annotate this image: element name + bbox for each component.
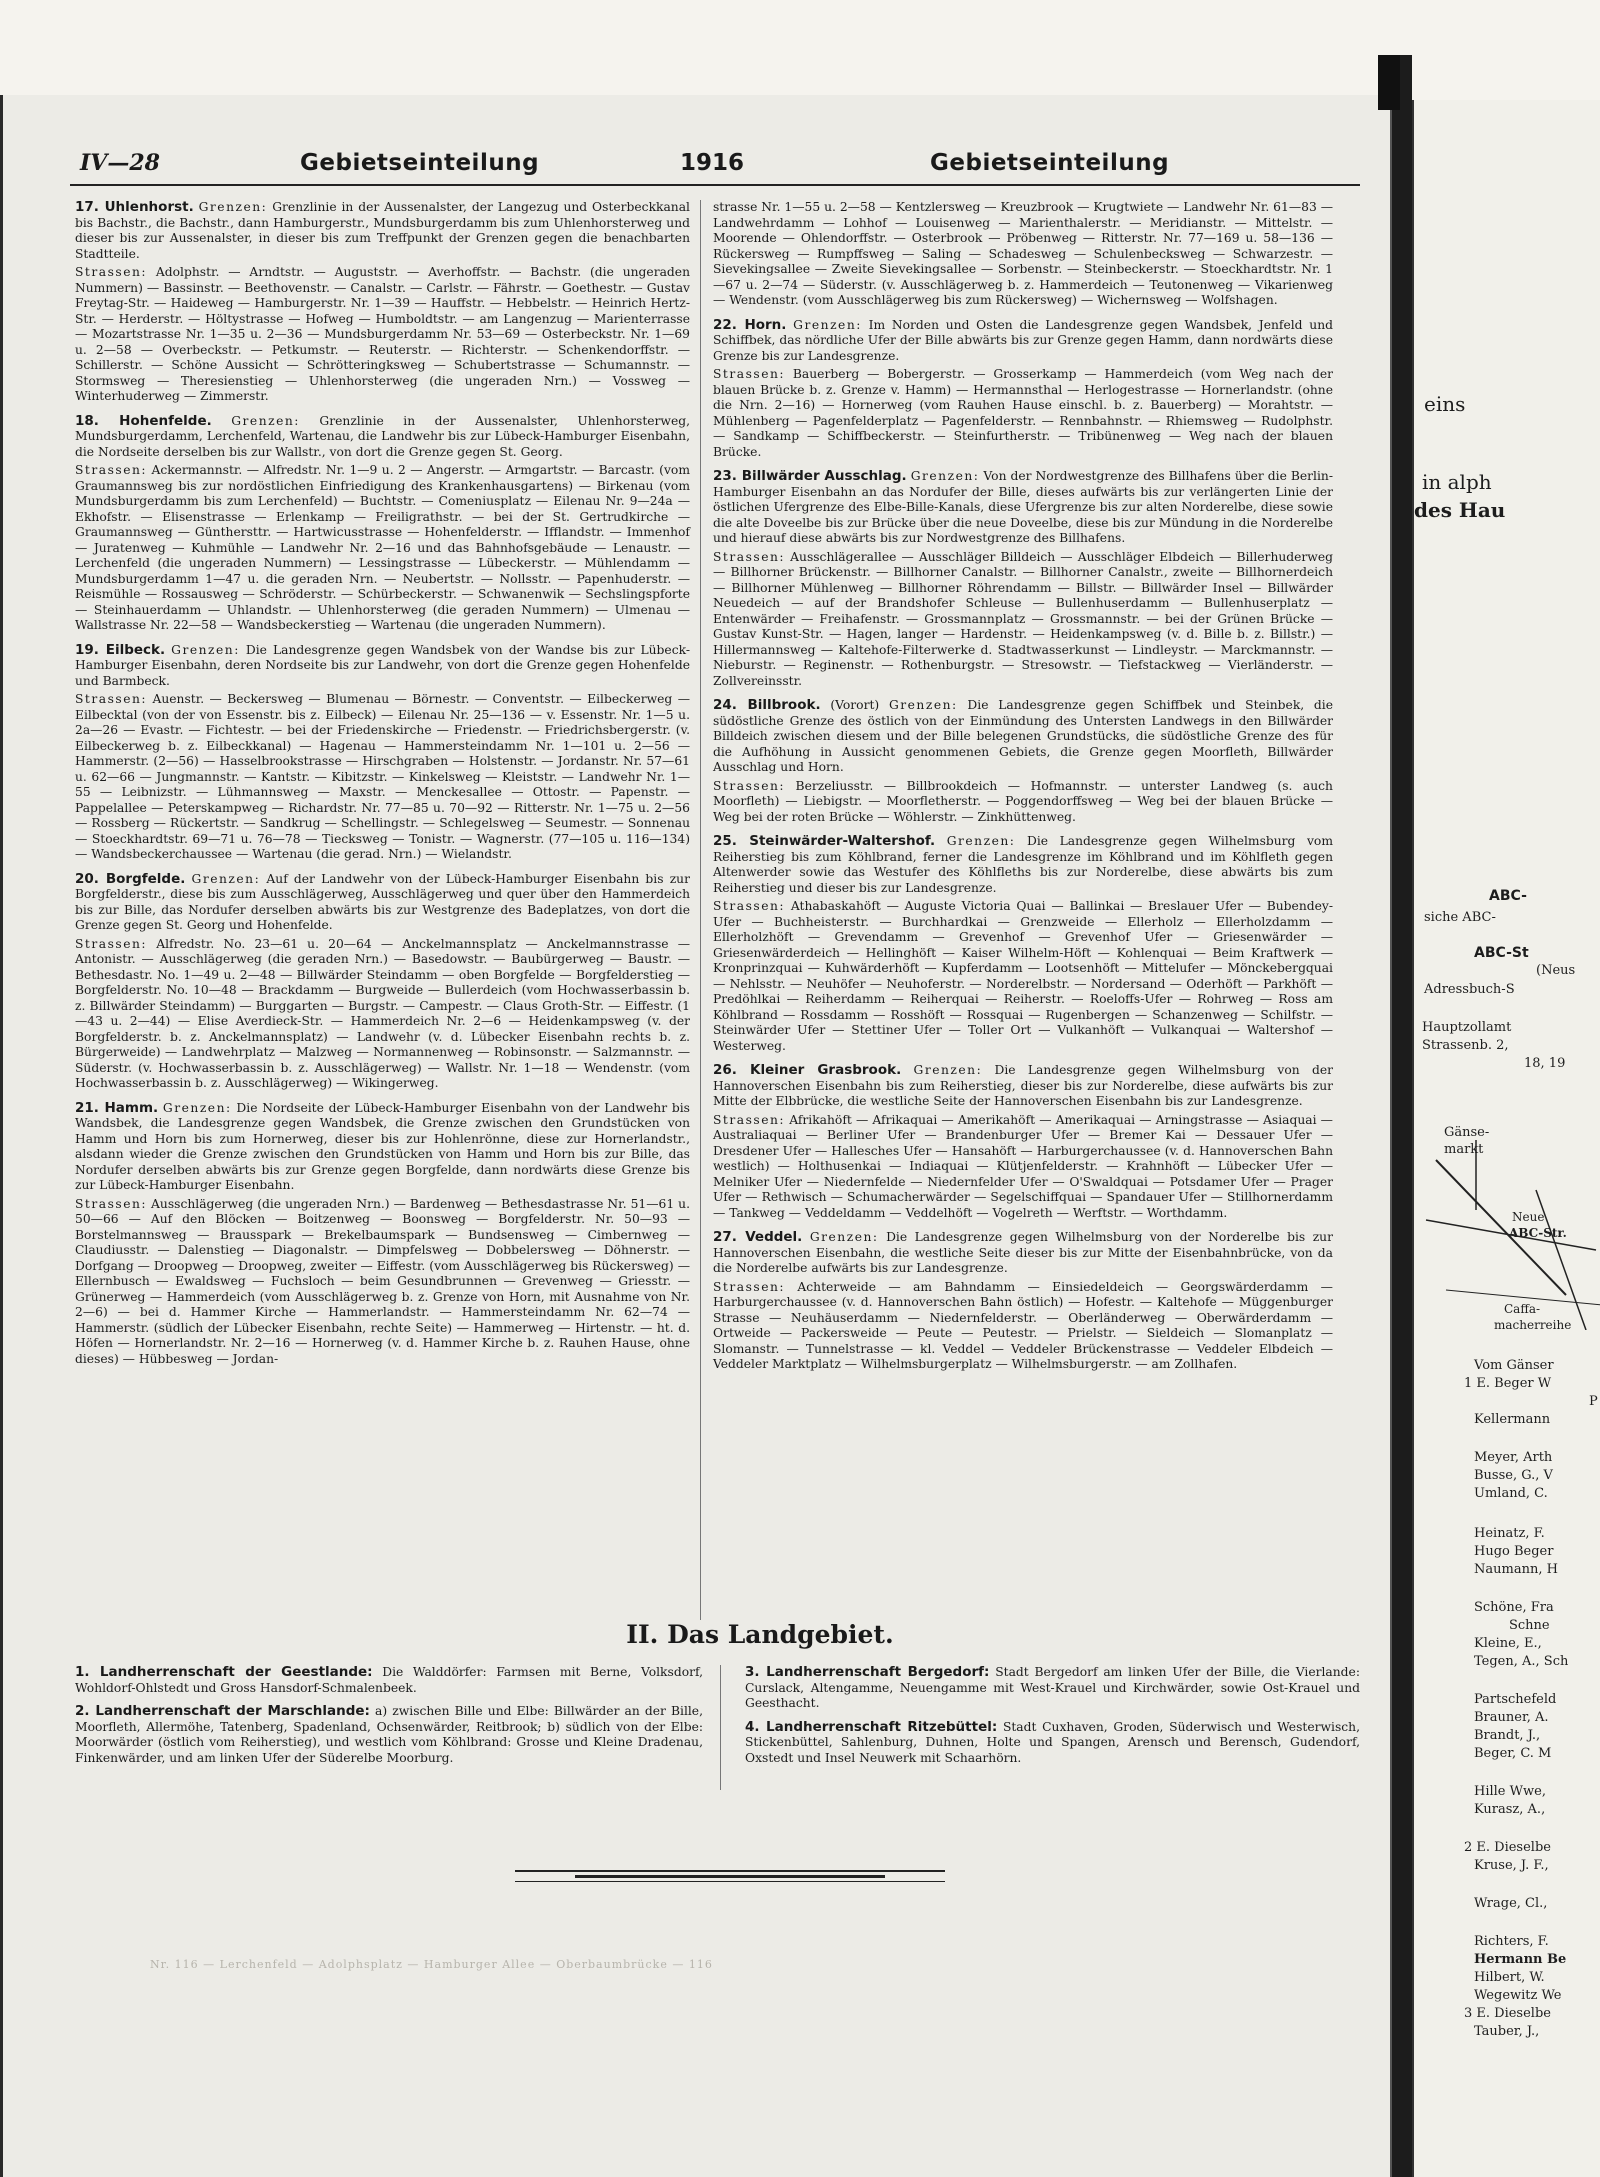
district-title: 18. Hohenfelde. bbox=[75, 412, 212, 429]
district-section bbox=[75, 414, 690, 634]
district-title: 22. Horn. bbox=[713, 316, 787, 333]
fragment-text: Wrage, Cl., bbox=[1474, 1896, 1548, 1911]
district-streets-paragraph bbox=[713, 899, 1333, 1054]
district-boundary-paragraph bbox=[75, 200, 690, 262]
district-boundary-paragraph bbox=[713, 318, 1333, 365]
district-section bbox=[75, 200, 690, 405]
grenzen-label: Grenzen: bbox=[888, 698, 958, 712]
district-boundary-paragraph bbox=[713, 469, 1333, 547]
district-boundary-paragraph bbox=[713, 698, 1333, 776]
map-label: Neue bbox=[1512, 1210, 1545, 1224]
strassen-text: Achterweide — am Bahndamm — Einsiedeldeich — Georgswärderdamm — Harburgerchaussee (v. d. Hannoverschen Bahn östlich) — Hofestr. — Kaltehofe — Müggenburger Strasse — Neuhäuserdamm — Niedernfelderstr. — Oberländerweg — Oberwärderdamm — Ortweide — Packersweide — Peute — Peutestr. — Prielstr. — Sieldeich — Slomanplatz — Slomanstr. — Tunnelstrasse — kl. Veddel — Veddeler Brückenstrasse — Veddeler Elbdeich — Veddeler Marktplatz — Wilhelmsburgerplatz — Wilhelmsburgerstr. — am Zollhafen. bbox=[713, 1279, 1333, 1371]
right-page-fragment bbox=[1412, 100, 1600, 2177]
fragment-text: 3 E. Dieselbe bbox=[1464, 2006, 1551, 2021]
district-title: 20. Borgfelde. bbox=[75, 870, 186, 887]
district-title: 24. Billbrook. bbox=[713, 697, 821, 713]
fragment-text: Hermann Be bbox=[1474, 1952, 1567, 1967]
district-section bbox=[75, 872, 690, 1092]
running-head-left-title: Gebietseinteilung bbox=[300, 150, 540, 176]
strassen-text: Auenstr. — Beckersweg — Blumenau — Börnestr. — Conventstr. — Eilbeckerweg — Eilbecktal (von der von Essenstr. bis z. Eilbeck) — Eilenau Nr. 25—136 — v. Essenstr. Nr. 1—5 u. 2a—26 — Evastr. — Fichtestr. — bei der Friedenskirche — Friedenstr. — Friedrichsbergerstr. (v. Eilbeckerweg b. z. Eilbeckkanal) — Hagenau — Hammersteindamm Nr. 1—101 u. 2—56 — Hammerstr. (2—56) — Hasselbrookstrasse — Hirschgraben — Holstenstr. — Jordanstr. Nr. 57—61 u. 62—66 — Jungmannstr. — Kantstr. — Kibitzstr. — Kinkelsweg — Kleiststr. — Landwehr Nr. 1—55 — Leibnizstr. — Lühmannsweg — Maxstr. — Menckesallee — Ottostr. — Papenstr. — Pappelallee — Peterskampweg — Richardstr. Nr. 77—85 u. 70—92 — Ritterstr. Nr. 1—75 u. 2—56 — Rossberg — Rückertstr. — Sandkrug — Schellingstr. — Schlegelsweg — Seumestr. — Sonnenau — Stoeckhardtstr. 69—71 u. 76—78 — Tiecksweg — Tonistr. — Wagnerstr. (77—105 u. 116—134) — Wandsbeckerchaussee — Wartenau (die gerad. Nrn.) — Wielandstr. bbox=[75, 692, 690, 861]
district-boundary-paragraph bbox=[713, 1230, 1333, 1277]
grenzen-text: Von der Nordwestgrenze des Billhafens über die Berlin-Hamburger Eisenbahn an das Nordufer der Bille, dieses aufwärts bis zur verlängerten Linie der östlichen Ufergrenze des Elbe-Bille-Kanals, diese Ufergrenze bis zur alten Norderelbe, diese sowie die alte Doveelbe bis zur Brücke über die neue Doveelbe, diese bis zur Mündung in die Norderelbe und hierauf diese abwärts bis zur Nordwestgrenze des Billhafens. bbox=[713, 469, 1333, 545]
district-streets-paragraph bbox=[713, 1280, 1333, 1373]
district-title: 19. Eilbeck. bbox=[75, 641, 166, 658]
fragment-text: Hille Wwe, bbox=[1474, 1784, 1546, 1799]
fragment-text: Wegewitz We bbox=[1474, 1988, 1562, 2003]
landherrenschaft-title: 4. Landherrenschaft Ritzebüttel: bbox=[745, 1718, 998, 1735]
district-section bbox=[713, 318, 1333, 461]
ornament-line bbox=[515, 1870, 945, 1872]
fragment-text: Brandt, J., bbox=[1474, 1728, 1541, 1743]
landherrenschaft-entry bbox=[75, 1665, 703, 1696]
running-head bbox=[70, 150, 1360, 186]
district-streets-paragraph bbox=[713, 779, 1333, 826]
grenzen-text: Die Landesgrenze gegen Wilhelmsburg von der Hannoverschen Eisenbahn bis zum Reiherstieg, dieser bis zur Norderelbe, diese aufwärts bis zur Mitte der Elbbrücke, die westliche Seite der Hannoverschen Eisenbahn bis zur Landesgrenze. bbox=[713, 1063, 1333, 1108]
landherrenschaft-title: 2. Landherrenschaft der Marschlande: bbox=[75, 1703, 370, 1719]
strassen-text: Afrikahöft — Afrikaquai — Amerikahöft — Amerikaquai — Arningstrasse — Asiaquai — Australiaquai — Berliner Ufer — Brandenburger Ufer — Bremer Kai — Dessauer Ufer — Dresdener Ufer — Hallesches Ufer — Hansahöft — Harburgerchaussee (v. d. Hannoverschen Bahn westlich) — Holthusenkai — Indiaquai — Klütjenfelderstr. — Krahnhöft — Lübecker Ufer — Melniker Ufer — Niedernfelde — Niedernfelder Ufer — O'Swaldquai — Potsdamer Ufer — Prager Ufer — Rethwisch — Schumacherwärder — Segelschiffquai — Spandauer Ufer — Stillhornerdamm — Tankweg — Veddeldamm — Veddelhöft — Vogelreth — Werftstr. — Worthdamm. bbox=[713, 1112, 1333, 1220]
district-section bbox=[75, 1101, 690, 1368]
district-section bbox=[713, 698, 1333, 825]
running-head-right-title: Gebietseinteilung bbox=[930, 150, 1170, 176]
strassen-text: Ausschlägerallee — Ausschläger Billdeich — Ausschläger Elbdeich — Billerhuderweg — Billhorner Brückenstr. — Billhorner Canalstr. — Billhorner Canalstr., zweite — Billhornerdeich — Billhorner Mühlenweg — Billhorner Röhrendamm — Billstr. — Billwärder Insel — Billwärder Neuedeich — auf der Brandshofer Schleuse — Bullenhuserdamm — Bullenhuserplatz — Entenwärder — Freihafenstr. — Grossmannplatz — Grossmannstr. — bei der Grünen Brücke — Gustav Kunst-Str. — Hagen, langer — Hardenstr. — Heidenkampsweg (v. d. Bille b. z. Billstr.) — Hillermannsweg — Kaltehofe-Filterwerke d. Stadtwasserkunst — Lindleystr. — Marckmannstr. — Nieburstr. — Reginenstr. — Rothenburgstr. — Stresowstr. — Tiefstackweg — Vierländerstr. — Zollvereinsstr. bbox=[713, 549, 1333, 688]
district-title: 26. Kleiner Grasbrook. bbox=[713, 1062, 902, 1078]
district-streets-paragraph bbox=[713, 367, 1333, 460]
fragment-text: Kellermann bbox=[1474, 1412, 1551, 1427]
grenzen-text: Die Landesgrenze gegen Schiffbek und Steinbek, die südöstliche Grenze des östlich von der Einmündung des Untersten Landwegs in den Billwärder Billdeich zwischen diesem und der Bille belegenen Grundstücks, die südöstliche Grenze des für die Aufhöhung in Aussicht genommenen Gebiets, die Grenze gegen Moorfleth, Billwärder Ausschlag und Horn. bbox=[713, 698, 1333, 774]
grenzen-text: Auf der Landwehr von der Lübeck-Hamburger Eisenbahn bis zur Borgfelderstr., diese bis zum Ausschlägerweg, Ausschlägerweg und quer über den Hammerdeich bis zur Bille, das Nordufer derselben abwärts bis zur Westgrenze des Badeplatzes, von dort die Grenze gegen St. Georg und Hohenfelde. bbox=[75, 871, 690, 932]
fragment-text: (Neus bbox=[1536, 963, 1576, 978]
landherrenschaft-title: 1. Landherrenschaft der Geestlande: bbox=[75, 1664, 373, 1680]
grenzen-text: Grenzlinie in der Aussenalster, der Langezug und Osterbeckkanal bis Bachstr., die Bachstr., dann Hamburgerstr., Mundsburgerdamm bis zum Uhlenhorsterweg und dieser bis zur Aussenalster, in dieser bis zum Treffpunkt der Grenzen gegen die benachbarten Stadtteile. bbox=[75, 200, 690, 261]
strassen-label: Strassen: bbox=[75, 936, 148, 951]
district-boundary-paragraph bbox=[75, 1101, 690, 1194]
bleed-through-text: Nr. 116 — Lerchenfeld — Adolphsplatz — Hamburger Allee — Oberbaumbrücke — 116 bbox=[150, 1958, 713, 1971]
strassen-text: Ausschlägerweg (die ungeraden Nrn.) — Bardenweg — Bethesdastrasse Nr. 51—61 u. 50—66 — Auf den Blöcken — Boitzenweg — Boonsweg — Borgfelderstr. Nr. 50—93 — Borstelmannsweg — Brausspark — Brekelbaumspark — Bundsensweg — Cimbernweg — Claudiusstr. — Dalenstieg — Diagonalstr. — Dimpfelsweg — Dobbelersweg — Döhnerstr. — Dorfgang — Droopweg — Droopweg, zweiter — Eiffestr. (vom Ausschlägerweg bis Rückersweg) — Ellernbusch — Ewaldsweg — Fuchsloch — beim Gesundbrunnen — Grevenweg — Griesstr. — Grünerweg — Hammerdeich (vom Ausschlägerweg b. z. Grenze von Horn, mit Ausnahme von Nr. 2—6) — bei d. Hammer Kirche — Hammerlandstr. — Hammersteindamm Nr. 62—74 — Hammerstr. (südlich der Lübecker Eisenbahn, rechte Seite) — Hammerweg — Hirtenstr. — ht. d. Höfen — Hornerlandstr. Nr. 2—16 — Hornerweg (v. d. Hammer Kirche b. z. Rauhen Hause, ohne dieses) — Hübbesweg — Jordan- bbox=[75, 1196, 690, 1366]
strassen-text: Athabaskahöft — Auguste Victoria Quai — Ballinkai — Breslauer Ufer — Bubendey-Ufer — Buchheisterstr. — Burchhardkai — Grenzweide — Ellerholz — Ellerholzdamm — Ellerholzhöft — Grevendamm — Grevenhof — Grevenhof Ufer — Griesenwärder — Griesenwärderdeich — Hellinghöft — Kaiser Wilhelm-Höft — Kohlenquai — Beim Kraftwerk — Kronprinzquai — Kuhwärderhöft — Kupferdamm — Lootsenhöft — Mittelufer — Mönckebergquai — Nehlsstr. — Neuhöfer — Neuhoferstr. — Norderelbstr. — Nordersand — Oderhöft — Parkhöft — Predöhlkai — Reiherdamm — Reiherquai — Reiherstr. — Roeloffs-Ufer — Rohrweg — Ross am Köhlbrand — Rossdamm — Rosshöft — Rossquai — Rugenbergen — Schanzenweg — Schilfstr. — Steinwärder Ufer — Stettiner Ufer — Toller Ort — Vulkanhöft — Vulkanquai — Waltershof — Westerweg. bbox=[713, 899, 1333, 1053]
grenzen-label: Grenzen: bbox=[793, 317, 862, 332]
strassen-text: Bauerberg — Bobergerstr. — Grosserkamp — Hammerdeich (vom Weg nach der blauen Brücke b. z. Grenze v. Hamm) — Hermannsthal — Herlogestrasse — Hornerlandstr. (ohne die Nrn. 2—16) — Hornerweg (vom Rauhen Hause einschl. b. z. Bauerberg) — Morahtstr. — Mühlenberg — Pagenfelderplatz — Pagenfelderstr. — Rennbahnstr. — Rhiemsweg — Rudolphstr. — Sandkamp — Schiffbeckerstr. — Steinfurtherstr. — Tribünenweg — Weg nach der blauen Brücke. bbox=[713, 367, 1333, 459]
strassen-label: Strassen: bbox=[713, 778, 786, 793]
landherrenschaft-text: a) zwischen Bille und Elbe: Billwärder an der Bille, Moorfleth, Allermöhe, Tatenberg, Spadenland, Ochsenwärder, Reitbrook; b) südlich von der Elbe: Moorwärder (östlich vom Reiherstieg), und westlich vom Köhlbrand: Grosse und Kleine Dradenau, Finkenwärder, und am linken Ufer der Süderelbe Moorburg. bbox=[75, 1704, 703, 1765]
grenzen-text: Im Norden und Osten die Landesgrenze gegen Wandsbek, Jenfeld und Schiffbek, das nördliche Ufer der Bille abwärts bis zur Grenze gegen Hamm, dann nordwärts diese Grenze bis zur Landesgrenze. bbox=[713, 317, 1333, 363]
fragment-text: 1 E. Beger W bbox=[1464, 1376, 1552, 1391]
district-title: 27. Veddel. bbox=[713, 1229, 803, 1245]
landgebiet-left-column bbox=[75, 1665, 703, 1774]
district-streets-paragraph bbox=[713, 1113, 1333, 1222]
left-text-column bbox=[75, 200, 690, 1376]
district-boundary-paragraph bbox=[75, 872, 690, 934]
district-title: 25. Steinwärder-Waltershof. bbox=[713, 833, 936, 849]
strassen-text: Alfredstr. No. 23—61 u. 20—64 — Anckelmannsplatz — Anckelmannstrasse — Antonistr. — Ausschlägerweg (die geraden Nrn.) — Basedowstr. — Baubürgerweg — Baustr. — Bethesdastr. No. 1—49 u. 2—48 — Billwärder Steindamm — oben Borgfelde — Borgfelderstieg — Borgfelderstr. No. 10—48 — Brackdamm — Burgweide — Bullerdeich (vom Hochwasserbassin b. z. Billwärder Steindamm) — Burggarten — Burgstr. — Campestr. — Claus Groth-Str. — Eiffestr. (1—43 u. 2—44) — Elise Averdieck-Str. — Hammerdeich Nr. 2—6 — Heidenkampsweg (v. der Borgfelderstr. b. z. Anckelmannsplatz) — Landwehr (v. d. Lübecker Eisenbahn rechts b. z. Bürgerweide) — Landwehrplatz — Malzweg — Normannenweg — Robinsonstr. — Salzmannstr. — Süderstr. (v. Hochwasserbassin b. z. Ausschlägerweg) — Wallstr. Nr. 1—18 — Wendenstr. (vom Hochwasserbassin b. z. Ausschlägerweg) — Wikingerweg. bbox=[75, 936, 690, 1090]
fragment-text: Umland, C. bbox=[1474, 1486, 1548, 1501]
district-streets-paragraph bbox=[75, 463, 690, 634]
district-boundary-paragraph bbox=[713, 1063, 1333, 1110]
fragment-text: Adressbuch-S bbox=[1424, 982, 1515, 997]
district-section bbox=[713, 1063, 1333, 1221]
landherrenschaft-text: Stadt Cuxhaven, Groden, Süderwisch und Westerwisch, Stickenbüttel, Sahlenburg, Duhnen, Holte und Spangen, Arensch und Berensch, Gudendorf, Oxstedt und Insel Neuwerk mit Schaarhörn. bbox=[745, 1719, 1360, 1765]
district-section bbox=[713, 469, 1333, 689]
district-boundary-paragraph bbox=[75, 643, 690, 690]
map-label: macherreihe bbox=[1494, 1318, 1572, 1332]
strassen-text: Berzeliusstr. — Billbrookdeich — Hofmannstr. — unterster Landweg (s. auch Moorfleth) — Liebigstr. — Moorfletherstr. — Poggendorffsweg — Weg bei der blauen Brücke — Weg bei der roten Brücke — Wöhlerstr. — Zinkhüttenweg. bbox=[713, 778, 1333, 824]
section-heading-landgebiet: II. Das Landgebiet. bbox=[626, 1620, 894, 1649]
fragment-text: Kruse, J. F., bbox=[1474, 1858, 1549, 1873]
strassen-label: Strassen: bbox=[713, 1279, 786, 1294]
grenzen-text: Die Landesgrenze gegen Wilhelmsburg von der Norderelbe bis zur Hannoverschen Eisenbahn, die westliche Seite dieser bis zur Mitte der Eisenbahnbrücke, von da die Norderelbe aufwärts bis zur Landesgrenze. bbox=[713, 1230, 1333, 1275]
fragment-text: Hauptzollamt bbox=[1422, 1020, 1512, 1035]
map-label: Caffa- bbox=[1504, 1302, 1541, 1316]
grenzen-text: Die Landesgrenze gegen Wandsbek von der Wandse bis zur Lübeck-Hamburger Eisenbahn, deren Nordseite bis zur Landwehr, von dort die Grenze gegen Hohenfelde und Barmbeck. bbox=[75, 642, 690, 688]
grenzen-text: Grenzlinie in der Aussenalster, Uhlenhorsterweg, Mundsburgerdamm, Lerchenfeld, Wartenau, die Landwehr bis zur Lübeck-Hamburger Eisenbahn, die Nordseite derselben bis zur Wallstr., von dort die Grenze gegen St. Georg. bbox=[75, 413, 691, 459]
fragment-text: Tegen, A., Sch bbox=[1474, 1654, 1569, 1669]
district-title-note: (Vorort) bbox=[830, 698, 880, 712]
fragment-text: Strassenb. 2, bbox=[1422, 1038, 1509, 1053]
landherrenschaft-entry bbox=[745, 1720, 1360, 1767]
district-title: 21. Hamm. bbox=[75, 1099, 159, 1116]
strassen-label: Strassen: bbox=[713, 899, 786, 913]
grenzen-label: Grenzen: bbox=[171, 642, 240, 657]
strassen-text: Adolphstr. — Arndtstr. — Auguststr. — Averhoffstr. — Bachstr. (die ungeraden Nummern) — Bassinstr. — Beethovenstr. — Canalstr. — Carlstr. — Fährstr. — Goethestr. — Gustav Freytag-Str. — Haideweg — Hamburgerstr. Nr. 1—39 — Hauffstr. — Hebbelstr. — Heinrich Hertz-Str. — Herderstr. — Höltystrasse — Hofweg — Humboldtstr. — am Langenzug — Marienterrasse — Mozartstrasse Nr. 1—35 u. 2—36 — Mundsburgerdamm Nr. 53—69 — Osterbeckstr. Nr. 1—69 u. 2—58 — Overbeckstr. — Petkumstr. — Reuterstr. — Richterstr. — Schenkendorffstr. — Schillerstr. — Schöne Aussicht — Schrötteringksweg — Schubertstrasse — Schumannstr. — Stormsweg — Theresienstieg — Uhlenhorsterweg (die ungeraden Nrn.) — Vossweg — Winterhuderweg — Zimmerstr. bbox=[75, 265, 690, 403]
fragment-text: Kurasz, A., bbox=[1474, 1802, 1546, 1817]
landherrenschaft-title: 3. Landherrenschaft Bergedorf: bbox=[745, 1664, 990, 1680]
district-streets-paragraph bbox=[75, 692, 690, 863]
map-label: markt bbox=[1444, 1142, 1484, 1157]
fragment-text: Naumann, H bbox=[1474, 1562, 1558, 1577]
page-edge-shadow bbox=[1378, 55, 1400, 110]
fragment-text: Vom Gänser bbox=[1474, 1358, 1554, 1373]
district-title: 23. Billwärder Ausschlag. bbox=[713, 468, 907, 484]
grenzen-text: Die Landesgrenze gegen Wilhelmsburg vom Reiherstieg bis zum Köhlbrand, ferner die Landesgrenze im Köhlbrand und im Köhlfleth gegen Altenwerder sowie das Westufer des Köhlfleths bis zur Norderelbe, diese abwärts bis zum Reiherstieg und dieser bis zur Landesgrenze. bbox=[713, 834, 1333, 895]
strassen-label: Strassen: bbox=[75, 463, 148, 477]
fragment-text: Richters, F. bbox=[1474, 1934, 1549, 1949]
fragment-text: eins bbox=[1424, 392, 1466, 416]
page-number: IV—28 bbox=[80, 150, 160, 176]
strassen-label: Strassen: bbox=[75, 692, 148, 706]
grenzen-text: Die Nordseite der Lübeck-Hamburger Eisenbahn von der Landwehr bis Wandsbek, die Landesgrenze gegen Wandsbek, die Grenze zwischen den Grundstücken von Hamm und Horn bis zum Hornerweg, dieser bis zur Hohlenrönne, diese zur Hornerlandstr., alsdann wieder die Grenze zwischen den Grundstücken von Hamm und Horn bis zur Bille, das Nordufer derselben abwärts bis zur Grenze gegen Borgfelde, dann nordwärts diese Grenze bis zur Lübeck-Hamburger Eisenbahn. bbox=[75, 1100, 690, 1192]
map-label: ABC-Str. bbox=[1509, 1226, 1567, 1240]
strassen-label: Strassen: bbox=[75, 1196, 148, 1211]
fragment-text: Hugo Beger bbox=[1474, 1544, 1554, 1559]
district-section bbox=[75, 643, 690, 863]
fragment-text: des Hau bbox=[1414, 498, 1506, 522]
district-streets-paragraph bbox=[75, 937, 690, 1092]
ornament-line bbox=[575, 1875, 885, 1878]
fragment-text: siche ABC- bbox=[1424, 910, 1496, 925]
column-divider bbox=[700, 200, 701, 1620]
district-section bbox=[713, 1230, 1333, 1373]
book-gutter bbox=[1392, 55, 1412, 2177]
strassen-label: Strassen: bbox=[75, 265, 148, 279]
strassen-text: Ackermannstr. — Alfredstr. Nr. 1—9 u. 2 — Angerstr. — Armgartstr. — Barcastr. (vom Graumannsweg bis zur nordöstlichen Einfriedigung des Krankenhausgartens) — Birkenau (vom Mundsburgerdamm bis zum Lerchenfeld) — Buchtstr. — Comeniusplatz — Eilenau Nr. 9—24a — Ekhofstr. — Elisenstrasse — Erlenkamp — Freiligrathstr. — bei der St. Gertrudkirche — Graumannsweg — Günthersttr. — Hartwicusstrasse — Hohenfelderstr. — Ifflandstr. — Immenhof — Juratenweg — Kuhmühle — Landwehr Nr. 2—16 und das Bahnhofsgebäude — Lenaustr. — Lerchenfeld (die ungeraden Nummern) — Lessingstrasse — Lübeckerstr. — Mühlendamm — Mundsburgerdamm 1—47 u. die geraden Nrn. — Neubertstr. — Nollsstr. — Papenhuderstr. — Reismühle — Rossausweg — Schröderstr. — Schürbeckerstr. — Schwanenwik — Sechslingspforte — Steinhauerdamm — Uhlandstr. — Uhlenhorsterweg (die geraden Nummern) — Ulmenau — Wallstrasse Nr. 22—58 — Wandsbeckerstieg — Wartenau (die ungeraden Nummern). bbox=[75, 463, 690, 632]
fragment-text: Schöne, Fra bbox=[1474, 1600, 1554, 1615]
fragment-text: Kleine, E., bbox=[1474, 1636, 1542, 1651]
fragment-text: Beger, C. M bbox=[1474, 1746, 1552, 1761]
district-streets-paragraph bbox=[75, 1197, 690, 1368]
district-streets-paragraph bbox=[713, 550, 1333, 690]
column-divider bbox=[720, 1665, 721, 1790]
fragment-text: Busse, G., V bbox=[1474, 1468, 1553, 1483]
fragment-text: Tauber, J., bbox=[1474, 2024, 1540, 2039]
grenzen-label: Grenzen: bbox=[191, 871, 261, 886]
strassen-label: Strassen: bbox=[713, 1112, 786, 1127]
fragment-text: in alph bbox=[1422, 470, 1492, 494]
landherrenschaft-text: Stadt Bergedorf am linken Ufer der Bille, die Vierlande: Curslack, Altengamme, Neuengamme mit West-Krauel und Kirchwärder, sowie Ost-Krauel und Geesthacht. bbox=[745, 1665, 1360, 1710]
end-ornament-rule bbox=[515, 1870, 945, 1882]
fragment-text: Hilbert, W. bbox=[1474, 1970, 1545, 1985]
district-section bbox=[713, 834, 1333, 1054]
fragment-text: ABC-St bbox=[1474, 945, 1529, 961]
district-boundary-paragraph bbox=[75, 414, 690, 461]
fragment-text: Meyer, Arth bbox=[1474, 1450, 1553, 1465]
strassen-label: Strassen: bbox=[713, 367, 786, 381]
landherrenschaft-entry bbox=[745, 1665, 1360, 1712]
district-streets-paragraph bbox=[75, 265, 690, 405]
grenzen-label: Grenzen: bbox=[910, 469, 980, 483]
fragment-text: 2 E. Dieselbe bbox=[1464, 1840, 1551, 1855]
fragment-text: Brauner, A. bbox=[1474, 1710, 1549, 1725]
district-boundary-paragraph bbox=[713, 834, 1333, 896]
fragment-text: Partschefeld bbox=[1474, 1692, 1557, 1707]
grenzen-label: Grenzen: bbox=[809, 1230, 879, 1244]
fragment-text: Heinatz, F. bbox=[1474, 1526, 1545, 1541]
grenzen-label: Grenzen: bbox=[198, 200, 268, 214]
ornament-line bbox=[515, 1881, 945, 1882]
fragment-text: ABC- bbox=[1489, 888, 1527, 904]
map-label: Gänse- bbox=[1444, 1125, 1490, 1140]
continued-streets-paragraph: strasse Nr. 1—55 u. 2—58 — Kentzlersweg — Kreuzbrook — Krugtwiete — Landwehr Nr. 61—83 — Landwehrdamm — Lohhof — Louisenweg — Marienthalerstr. — Meridianstr. — Mittelstr. — Moorende — Ohlendorffstr. — Osterbrook — Pröbenweg — Ritterstr. Nr. 77—169 u. 58—136 — Rückersweg — Rumpffsweg — Saling — Schadesweg — Schulenbecksweg — Schwarzestr. — Sievekingsallee — Zweite Sievekingsallee — Sorbenstr. — Steinbeckerstr. — Stoeckhardtstr. Nr. 1—67 u. 2—74 — Süderstr. (v. Ausschlägerweg b. z. Hammerdeich — Teutonenweg — Vikarienweg — Wendenstr. (vom Ausschlägerweg bis zum Rückersweg) — Wichernsweg — Wolfshagen. bbox=[713, 200, 1333, 307]
fragment-text: 18, 19 bbox=[1524, 1056, 1566, 1071]
fragment-text: Schne bbox=[1509, 1618, 1550, 1633]
grenzen-label: Grenzen: bbox=[913, 1063, 983, 1077]
grenzen-label: Grenzen: bbox=[231, 413, 300, 428]
running-head-year: 1916 bbox=[680, 150, 745, 176]
landherrenschaft-entry bbox=[75, 1704, 703, 1766]
strassen-label: Strassen: bbox=[713, 549, 786, 564]
fragment-text: P bbox=[1589, 1394, 1598, 1409]
landherrenschaft-text: Die Walddörfer: Farmsen mit Berne, Volksdorf, Wohldorf-Ohlstedt und Gross Hansdorf-Schmalenbeek. bbox=[75, 1665, 703, 1695]
landgebiet-right-column bbox=[745, 1665, 1360, 1774]
district-title: 17. Uhlenhorst. bbox=[75, 199, 194, 215]
grenzen-label: Grenzen: bbox=[162, 1100, 232, 1115]
grenzen-label: Grenzen: bbox=[946, 834, 1016, 848]
right-text-column bbox=[713, 200, 1333, 1382]
